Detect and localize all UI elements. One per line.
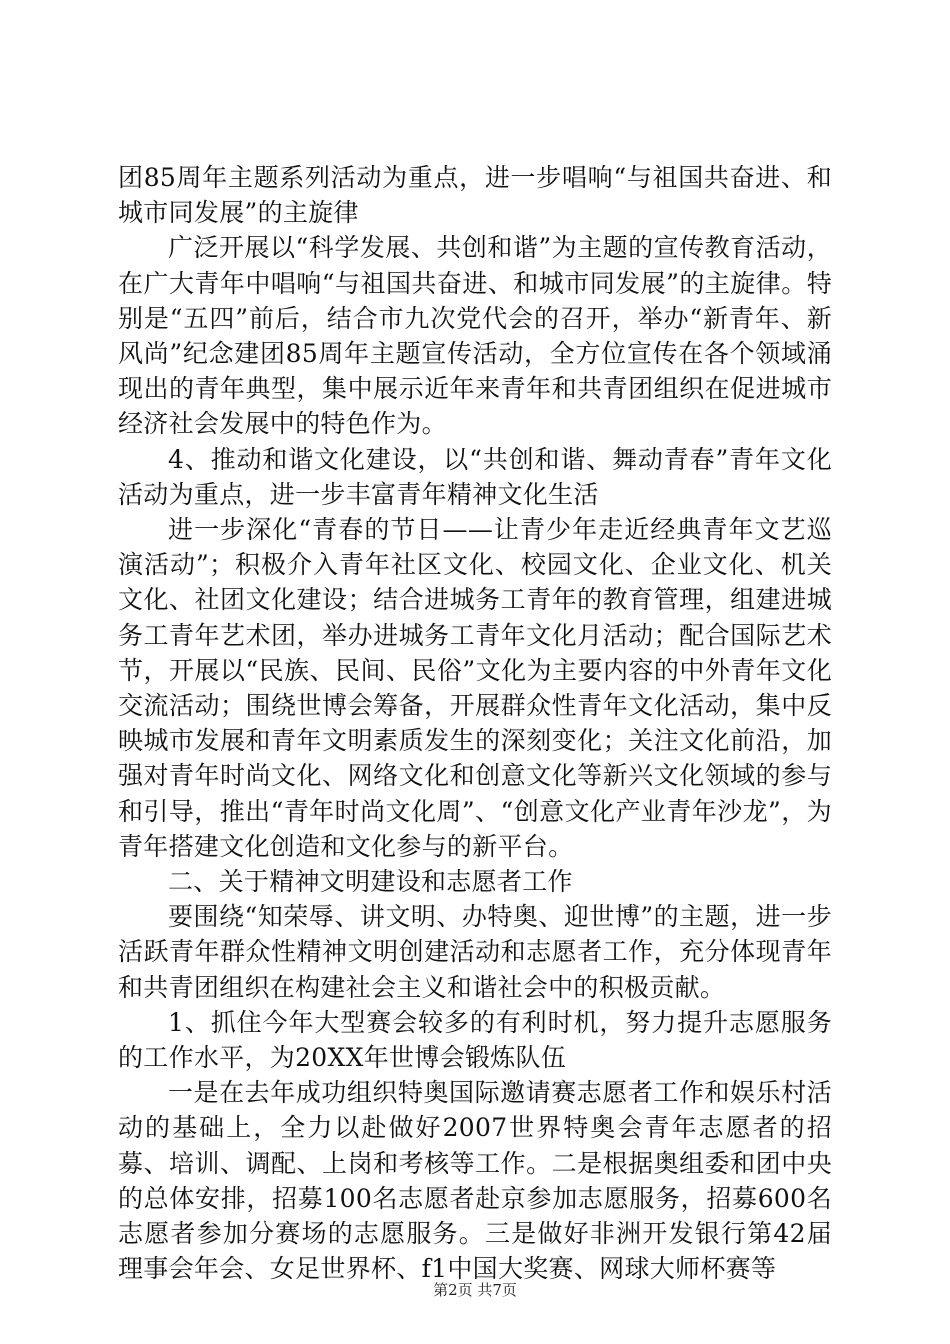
document-body [118,160,832,1287]
section-heading: 二、关于精神文明建设和志愿者工作 [168,867,573,897]
page-number-footer: 第2页 共7页 [433,1281,517,1299]
paragraph-3-heading: 4、推动和谐文化建设，以“共创和谐、舞动青春”青年文化活动为重点，进一步丰富青年精神文化生活 [118,444,832,509]
paragraph-7-heading: 1、抓住今年大型赛会较多的有利时机，努力提升志愿服务的工作水平，为20XX年世博会锻炼队伍 [118,1007,832,1073]
paragraph-4: 进一步深化“青春的节日——让青少年走近经典青年文艺巡演活动”；积极介入青年社区文化、校园文化、企业文化、机关文化、社团文化建设；结合进城务工青年的教育管理，组建进城务工青年艺术团，举办进城务工青年文化月活动；配合国际艺术节，开展以“民族、民间、民俗”文化为主要内容的中外青年文化交流活动；围绕世博会筹备，开展群众性青年文化活动，集中反映城市发展和青年文明素质发生的深刻变化；关注文化前沿，加强对青年时尚文化、网络文化和创意文化等新兴文化领域的参与和引导，推出“青年时尚文化周”、“创意文化产业青年沙龙”，为青年搭建文化创造和文化参与的新平台。 [118,515,832,861]
paragraph-2: 广泛开展以“科学发展、共创和谐”为主题的宣传教育活动，在广大青年中唱响“与祖国共奋进、和城市同发展”的主旋律。特别是“五四”前后，结合市九次党代会的召开，举办“新青年、新风尚”纪念建团85周年主题宣传活动，全方位宣传在各个领域涌现出的青年典型，集中展示近年来青年和共青团组织在促进城市经济社会发展中的特色作为。 [118,233,832,439]
paragraph-8: 一是在去年成功组织特奥国际邀请赛志愿者工作和娱乐村活动的基础上，全力以赴做好2007世界特奥会青年志愿者的招募、培训、调配、上岗和考核等工作。二是根据奥组委和团中央的总体安排，招募100名志愿者赴京参加志愿服务，招募600名志愿者参加分赛场的志愿服务。三是做好非洲开发银行第42届理事会年会、女足世界杯、f1中国大奖赛、网球大师杯赛等 [118,1078,832,1284]
paragraph-1: 团85周年主题系列活动为重点，进一步唱响“与祖国共奋进、和城市同发展”的主旋律 [118,163,832,228]
paragraph-6: 要围绕“知荣辱、讲文明、办特奥、迎世博”的主题，进一步活跃青年群众性精神文明创建活动和志愿者工作，充分体现青年和共青团组织在构建社会主义和谐社会中的积极贡献。 [118,902,832,1002]
